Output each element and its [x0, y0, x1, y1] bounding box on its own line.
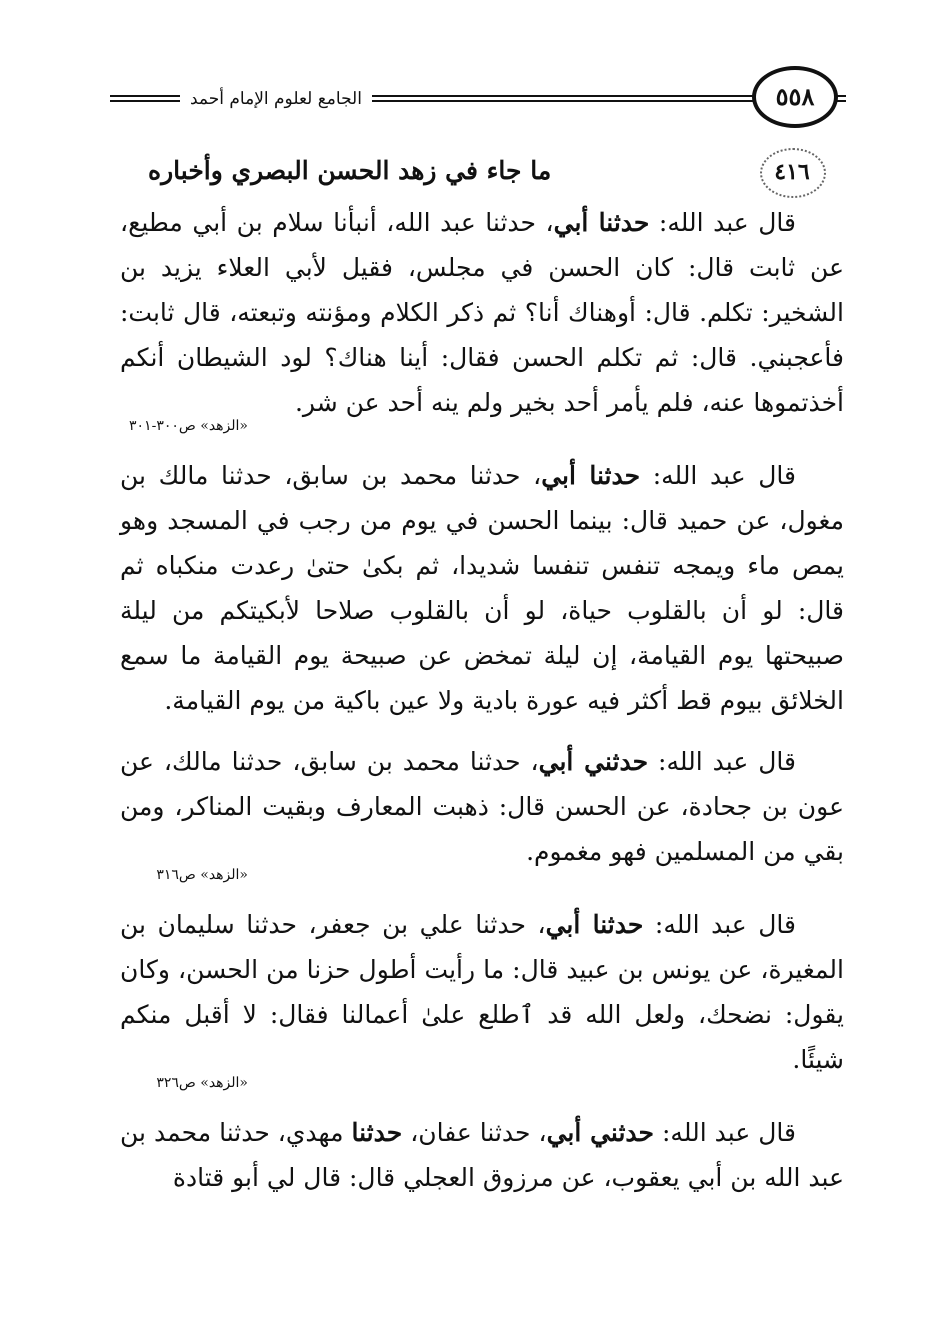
paragraph-lead: قال عبد الله: — [643, 910, 796, 939]
section-number-label: ٤١٦ — [774, 159, 810, 185]
body-text — [120, 200, 844, 1216]
narrator-bold: حدثنا أبي — [541, 461, 641, 490]
narrator-bold: حدثنا أبي — [553, 208, 650, 237]
paragraph-4 — [120, 902, 844, 1082]
paragraph-text: ، حدثنا عفان، — [402, 1118, 547, 1147]
paragraph-3 — [120, 739, 844, 874]
source-reference: «الزهد» ص٣٠٠-٣٠١ — [129, 418, 248, 434]
source-reference: «الزهد» ص٣٢٦ — [156, 1075, 248, 1091]
page-header — [110, 66, 846, 132]
source-reference: «الزهد» ص٣١٦ — [156, 867, 248, 883]
paragraph-text: ، حدثنا علي بن جعفر، حدثنا سليمان بن المغيرة، عن يونس بن عبيد قال: ما رأيت أطول حزنا من الحسن، وكان يقول: نضحك، ولعل الله قد ٱطلع علىٰ أعمالنا فقال: لا أقبل منكم شيئًا. — [120, 910, 844, 1074]
paragraph-2 — [120, 453, 844, 723]
narrator-bold: حدثني أبي — [538, 747, 649, 776]
paragraph-text: ، حدثنا عبد الله، أنبأنا سلام بن أبي مطيع، عن ثابت قال: كان الحسن في مجلس، فقيل لأبي العلاء يزيد بن الشخير: تكلم. قال: أوهناك أنا؟ ثم ذكر الكلام ومؤنته وتبعته، قال ثابت: فأعجبني. قال: ثم تكلم الحسن فقال: أينا هناك؟ لود الشيطان أنكم أخذتموها عنه، فلم يأمر أحد بخير ولم ينه أحد عن شر. — [120, 208, 844, 417]
paragraph-lead: قال عبد الله: — [640, 461, 796, 490]
paragraph-lead: قال عبد الله: — [649, 208, 796, 237]
section-number — [738, 142, 846, 202]
page-number-badge: ٥٥٨ — [752, 66, 838, 128]
paragraph-text: مهدي، حدثنا محمد بن عبد الله بن أبي يعقوب، عن مرزوق العجلي قال: قال لي أبو قتادة — [120, 1118, 844, 1192]
narrator-bold: حدثنا — [351, 1118, 403, 1147]
narrator-bold: حدثني أبي — [546, 1118, 654, 1147]
paragraph-lead: قال عبد الله: — [654, 1118, 796, 1147]
paragraph-1 — [120, 200, 844, 425]
paragraph-text: ، حدثنا محمد بن سابق، حدثنا مالك بن مغول، عن حميد قال: بينما الحسن في يوم من رجب في المسجد وهو يمص ماء ويمجه تنفس تنفسا شديدا، ثم بكىٰ حتىٰ رعدت منكباه ثم قال: لو أن بالقلوب حياة، لو أن بالقلوب صلاحا لأبكيتكم من ليلة صبيحتها يوم القيامة، إن ليلة تمخض عن صبيحة يوم القيامة ما سمع الخلائق بيوم قط أكثر فيه عورة بادية ولا عين باكية من يوم القيامة. — [120, 461, 844, 715]
section-title: ما جاء في زهد الحسن البصري وأخباره — [148, 156, 552, 185]
narrator-bold: حدثنا أبي — [545, 910, 644, 939]
paragraph-lead: قال عبد الله: — [648, 747, 796, 776]
running-title: الجامع لعلوم الإمام أحمد — [180, 84, 372, 114]
paragraph-5 — [120, 1110, 844, 1200]
paragraph-text: ، حدثنا محمد بن سابق، حدثنا مالك، عن عون بن جحادة، عن الحسن قال: ذهبت المعارف وبقيت المناكر، ومن بقي من المسلمين فهو مغموم. — [120, 747, 844, 866]
